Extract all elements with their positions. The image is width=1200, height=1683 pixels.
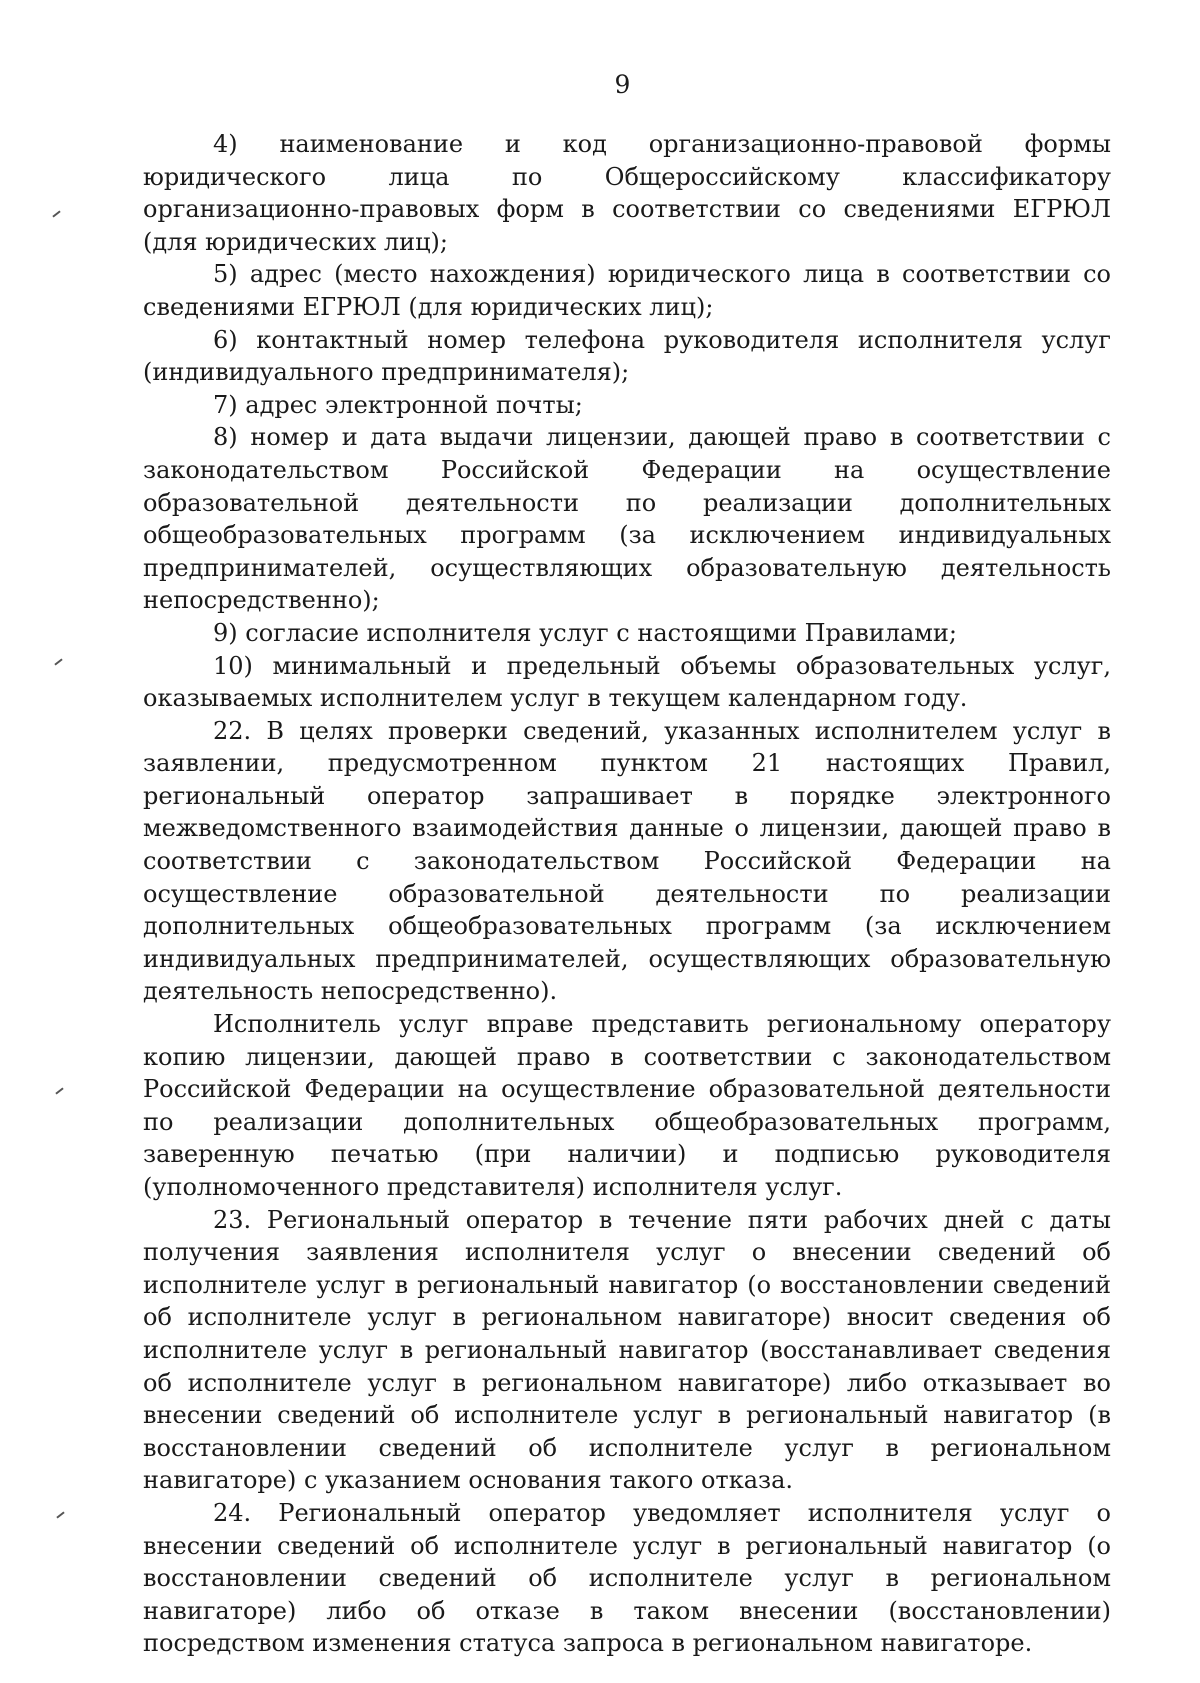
scan-mark [54, 658, 62, 665]
paragraph-clause-23: 23. Региональный оператор в течение пяти рабочих дней с даты получения заявления исполнителя услуг о внесении сведений об исполнителе услуг в региональный навигатор (о восстановлении сведений об исполнителе услуг в региональном навигаторе) вносит сведения об исполнителе услуг в региональный навигатор (восстанавливает сведения об исполнителе услуг в региональном навигаторе) либо отказывает во внесении сведений об исполнителе услуг в региональный навигатор (в восстановлении сведений об исполнителе услуг в региональном навигаторе) с указанием основания такого отказа. [143, 1205, 1111, 1495]
paragraph-clause-22-license-copy: Исполнитель услуг вправе представить региональному оператору копию лицензии, дающей право в соответствии с законодательством Российской Федерации на осуществление образовательной деятельности по реализации дополнительных общеобразовательных программ, заверенную печатью (при наличии) и подписью руководителя (уполномоченного представителя) исполнителя услуг. [143, 1010, 1111, 1201]
scan-mark [56, 1511, 64, 1518]
paragraph-item-5: 5) адрес (место нахождения) юридического лица в соответствии со сведениями ЕГРЮЛ (для юридических лиц); [143, 260, 1111, 321]
paragraph-clause-22: 22. В целях проверки сведений, указанных исполнителем услуг в заявлении, предусмотренном пунктом 21 настоящих Правил, региональный оператор запрашивает в порядке электронного межведомственного взаимодействия данные о лицензии, дающей право в соответствии с законодательством Российской Федерации на осуществление образовательной деятельности по реализации дополнительных общеобразовательных программ (за исключением индивидуальных предпринимателей, осуществляющих образовательную деятельность непосредственно). [143, 716, 1111, 1006]
document-body [143, 128, 1111, 1660]
scan-mark [55, 1087, 63, 1094]
paragraph-item-7: 7) адрес электронной почты; [213, 390, 583, 419]
paragraph-item-6: 6) контактный номер телефона руководителя исполнителя услуг (индивидуального предпринимателя); [143, 325, 1111, 387]
scan-mark [52, 210, 60, 217]
paragraph-item-8: 8) номер и дата выдачи лицензии, дающей право в соответствии с законодательством Российской Федерации на осуществление образовательной деятельности по реализации дополнительных общеобразовательных программ (за исключением индивидуальных предпринимателей, осуществляющих образовательную деятельность непосредственно); [143, 423, 1111, 615]
page-number: 9 [614, 70, 631, 99]
paragraph-item-10: 10) минимальный и предельный объемы образовательных услуг, оказываемых исполнителем услуг в текущем календарном году. [143, 651, 1111, 713]
paragraph-item-4: 4) наименование и код организационно-правовой формы юридического лица по Общероссийскому классификатору организационно-правовых форм в соответствии со сведениями ЕГРЮЛ (для юридических лиц); [143, 130, 1111, 256]
paragraph-clause-24: 24. Региональный оператор уведомляет исполнителя услуг о внесении сведений об исполнителе услуг в региональный навигатор (о восстановлении сведений об исполнителе услуг в региональном навигаторе) либо об отказе в таком внесении (восстановлении) посредством изменения статуса запроса в региональном навигаторе. [143, 1498, 1111, 1658]
paragraph-item-9: 9) согласие исполнителя услуг с настоящими Правилами; [213, 618, 957, 647]
